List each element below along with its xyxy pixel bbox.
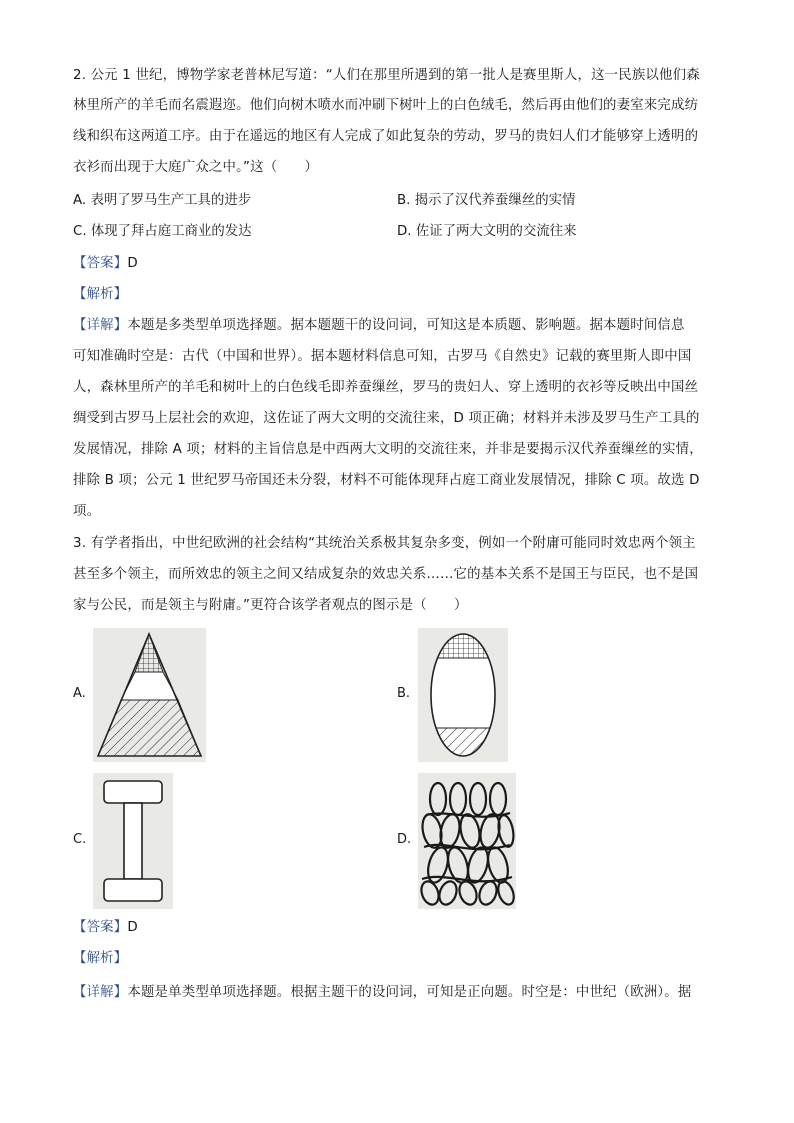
q2-option-d: D. 佐证了两大文明的交流往来 (397, 224, 577, 239)
q3-answer-row (73, 918, 723, 938)
q2-detail-text-1: 本题是多类型单项选择题。据本题题干的设问词，可知这是本质题、影响题。据本题时间信息 (127, 318, 685, 333)
q3-analysis-label: 【解析】 (73, 951, 128, 966)
q2-detail-line-2: 可知准确时空是：古代（中国和世界）。据本题材料信息可知，古罗马《自然史》记载的赛里斯人即中国 (73, 349, 692, 364)
q2-answer-row (73, 254, 723, 274)
q2-answer-tag: 【答案】 (73, 256, 128, 271)
q3-stem-line-2: 甚至多个领主，而所效忠的领主之间又结成复杂的效忠关系……它的基本关系不是国王与臣民，也不是国 (73, 567, 699, 582)
q2-detail-line-1 (73, 316, 723, 336)
q3-figure-a-label: A. (73, 686, 86, 701)
q3-figure-d-chain-network (418, 773, 516, 909)
q2-detail-line-7: 项。 (73, 504, 101, 519)
q3-figure-a-pyramid (93, 628, 206, 762)
q2-stem-line-3: 线和织布这两道工序。由于在遥远的地区有人完成了如此复杂的劳动，罗马的贵妇人们才能够穿上透明的 (73, 129, 699, 144)
q2-stem-line-1: 2. 公元 1 世纪，博物学家老普林尼写道：“人们在那里所遇到的第一批人是赛里斯人，这一民族以他们森 (73, 68, 700, 83)
q2-stem-line-4: 衣衫而出现于大庭广众之中。”这（ ） (73, 160, 319, 175)
q3-detail-tag: 【详解】 (73, 985, 128, 1000)
q2-detail-tag: 【详解】 (73, 318, 128, 333)
q2-detail-line-6: 排除 B 项；公元 1 世纪罗马帝国还未分裂，材料不可能体现拜占庭工商业发展情况，排除 C 项。故选 D (73, 473, 700, 488)
q2-analysis-label: 【解析】 (73, 287, 128, 302)
q3-detail-line-1 (73, 983, 723, 1003)
q3-figure-b-oval (418, 628, 508, 762)
q2-detail-line-3: 人，森林里所产的羊毛和树叶上的白色线毛即养蚕缫丝，罗马的贵妇人、穿上透明的衣衫等反映出中国丝 (73, 380, 699, 395)
q3-stem-line-3: 家与公民，而是领主与附庸。”更符合该学者观点的图示是（ ） (73, 598, 468, 613)
q2-detail-line-4: 绸受到古罗马上层社会的欢迎，这佐证了两大文明的交流往来，D 项正确；材料并未涉及罗马生产工具的 (73, 411, 700, 426)
q3-analysis-tag (73, 949, 723, 969)
q3-stem-line-1: 3. 有学者指出，中世纪欧洲的社会结构“其统治关系极其复杂多变，例如一个附庸可能同时效忠两个领主 (73, 536, 696, 551)
q2-stem-line-2: 林里所产的羊毛而名震遐迩。他们向树木喷水而冲刷下树叶上的白色绒毛，然后再由他们的妻室来完成纺 (73, 98, 699, 113)
q3-answer-tag: 【答案】 (73, 920, 128, 935)
q3-figure-d-label: D. (397, 832, 412, 847)
q3-figure-c-label: C. (73, 832, 87, 847)
q3-figure-b-label: B. (397, 686, 411, 701)
q3-detail-text-1: 本题是单类型单项选择题。根据主题干的设问词，可知是正向题。时空是：中世纪（欧洲）。据 (127, 985, 692, 1000)
q3-answer-value: D (127, 920, 138, 935)
q2-analysis-tag (73, 285, 723, 305)
q2-answer-value: D (127, 256, 138, 271)
q2-option-c: C. 体现了拜占庭工商业的发达 (73, 224, 252, 239)
q2-option-b: B. 揭示了汉代养蚕缫丝的实情 (397, 193, 576, 208)
q2-detail-line-5: 发展情况，排除 A 项；材料的主旨信息是中西两大文明的交流往来，并非是要揭示汉代养蚕缫丝的实情， (73, 442, 703, 457)
q2-option-a: A. 表明了罗马生产工具的进步 (73, 193, 252, 208)
q3-figure-c-dumbbell (93, 773, 173, 909)
